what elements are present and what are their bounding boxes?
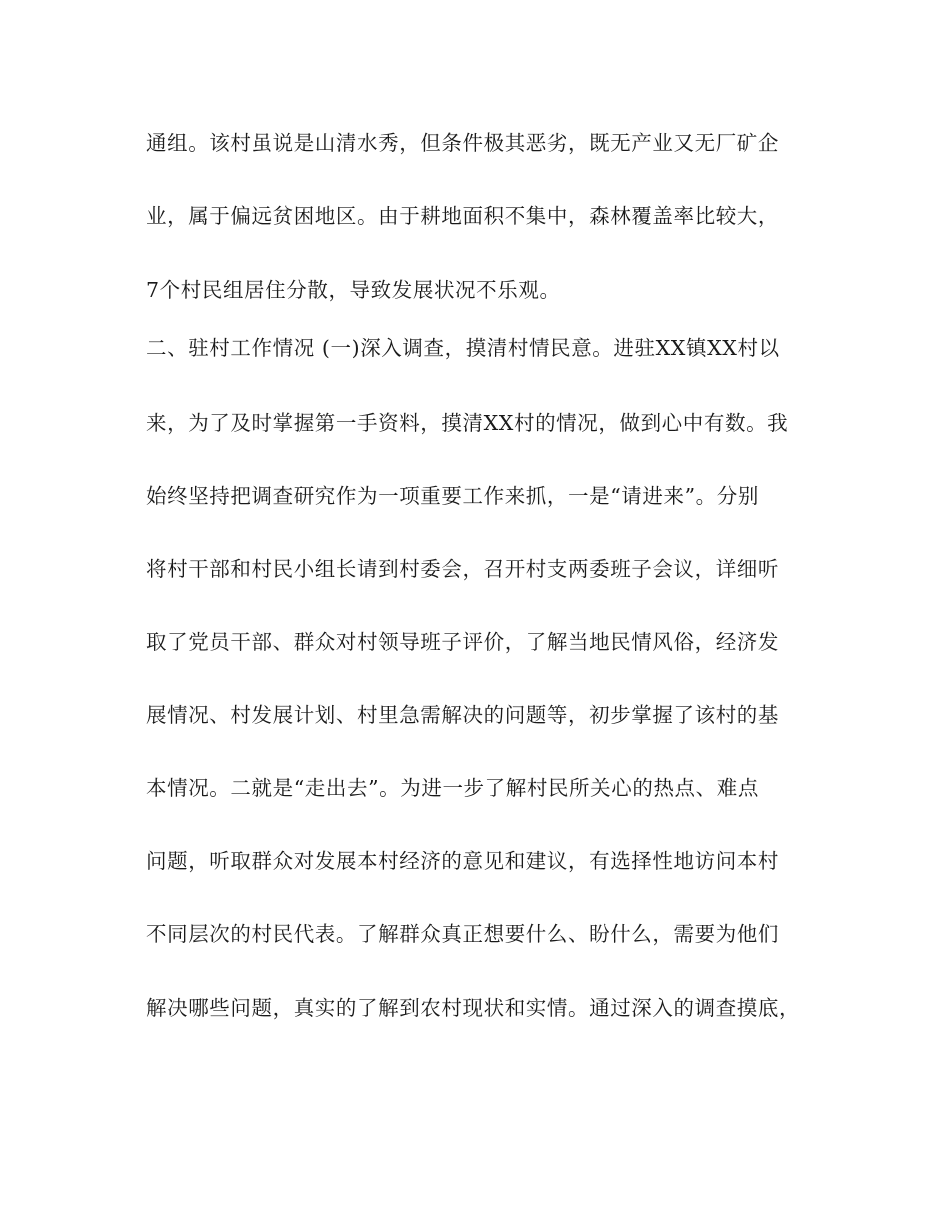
body-text-line: 业，属于偏远贫困地区。由于耕地面积不集中，森林覆盖率比较大， [146, 204, 779, 228]
body-text-line: 不同层次的村民代表。了解群众真正想要什么、盼什么，需要为他们 [146, 922, 779, 946]
section-heading-line: 二、驻村工作情况 (一)深入调查，摸清村情民意。进驻XX镇XX村以 [146, 336, 780, 360]
body-text-line: 将村干部和村民小组长请到村委会，召开村支两委班子会议，详细听 [146, 557, 779, 581]
body-text-line: 本情况。二就是“走出去”。为进一步了解村民所关心的热点、难点 [146, 776, 759, 800]
body-text-line: 7个村民组居住分散，导致发展状况不乐观。 [146, 278, 561, 302]
body-text-line: 来，为了及时掌握第一手资料，摸清XX村的情况，做到心中有数。我 [146, 411, 789, 435]
body-text-line: 解决哪些问题，真实的了解到农村现状和实情。通过深入的调查摸底， [146, 996, 801, 1020]
body-text-line: 展情况、村发展计划、村里急需解决的问题等，初步掌握了该村的基 [146, 703, 779, 727]
body-text-line: 通组。该村虽说是山清水秀，但条件极其恶劣，既无产业又无厂矿企 [146, 131, 779, 155]
body-text-line: 问题，听取群众对发展本村经济的意见和建议，有选择性地访问本村 [146, 849, 779, 873]
body-text-line: 始终坚持把调查研究作为一项重要工作来抓，一是“请进来”。分别 [146, 484, 759, 508]
body-text-line: 取了党员干部、群众对村领导班子评价，了解当地民情风俗，经济发 [146, 630, 779, 654]
